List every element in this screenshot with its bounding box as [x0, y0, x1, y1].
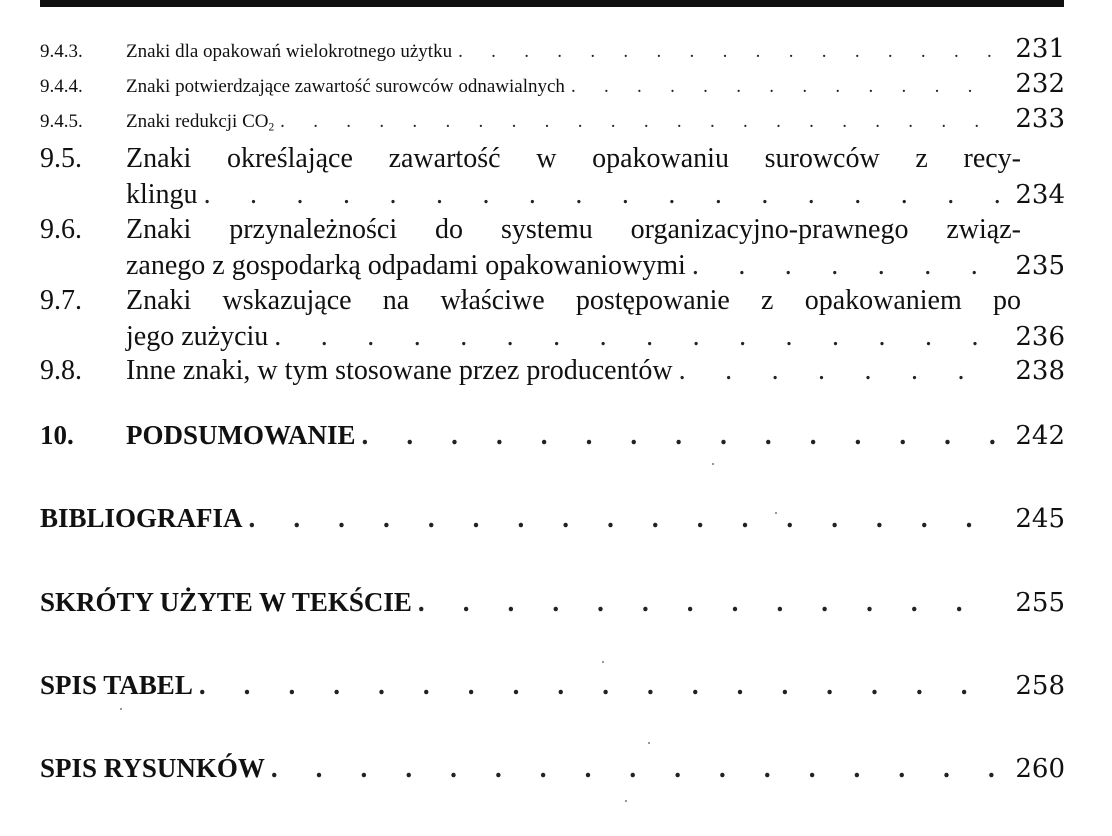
section-title-line2: zanego z gospodarką odpadami opakowaniowymi — [126, 250, 686, 281]
toc-entry[interactable] — [40, 353, 1065, 389]
section-title-line2: jego zużyciu — [126, 321, 269, 352]
top-rule — [40, 0, 1064, 7]
section-title: SPIS TABEL — [40, 670, 193, 700]
toc-entry[interactable] — [40, 34, 1065, 64]
toc-entry[interactable] — [40, 104, 1065, 134]
scan-speck — [648, 742, 650, 744]
section-title — [126, 111, 274, 133]
section-number: 9.4.3. — [40, 41, 83, 62]
subscript: 2 — [268, 121, 275, 134]
section-title-line1: Znaki określające zawartość w opakowaniu surowców z recy- — [126, 143, 1021, 174]
page-number: 245 — [1015, 504, 1065, 534]
toc-entry[interactable] — [40, 503, 1065, 534]
toc-entry[interactable] — [40, 69, 1065, 99]
section-title: Znaki potwierdzające zawartość surowców odnawialnych — [126, 76, 565, 97]
page-number: 233 — [1015, 104, 1065, 134]
dot-leader — [271, 753, 999, 784]
dot-leader — [249, 503, 999, 534]
section-title: Inne znaki, w tym stosowane przez producentów — [126, 355, 673, 386]
section-title-line1: Znaki wskazujące na właściwe postępowanie z opakowaniem po — [126, 285, 1021, 316]
page-number: 235 — [1015, 251, 1065, 281]
section-title: BIBLIOGRAFIA — [40, 503, 243, 533]
toc-entry[interactable] — [40, 420, 1065, 451]
toc-entry[interactable] — [40, 283, 1065, 355]
page-number: 258 — [1015, 671, 1065, 701]
scan-speck — [602, 661, 604, 663]
page-number: 231 — [1015, 34, 1065, 64]
dot-leader — [204, 177, 999, 213]
page-number: 242 — [1015, 421, 1065, 451]
section-title-line2: klingu — [126, 179, 198, 210]
section-number: 9.4.4. — [40, 76, 83, 97]
page-number: 238 — [1015, 356, 1065, 386]
section-number: 9.8. — [40, 355, 82, 386]
section-number: 9.5. — [40, 143, 82, 174]
section-number: 9.4.5. — [40, 111, 83, 132]
scan-speck — [712, 463, 714, 465]
section-title: Znaki dla opakowań wielokrotnego użytku — [126, 41, 453, 62]
section-title: PODSUMOWANIE — [126, 420, 356, 450]
scan-speck — [120, 708, 122, 710]
section-title-line1: Znaki przynależności do systemu organizacyjno-prawnego związ- — [126, 214, 1021, 245]
page-number: 255 — [1015, 588, 1065, 618]
scan-speck — [775, 512, 777, 514]
dot-leader — [362, 420, 999, 451]
section-number: 9.6. — [40, 214, 82, 245]
page-number: 236 — [1015, 322, 1065, 352]
dot-leader — [458, 41, 999, 63]
dot-leader — [679, 353, 999, 389]
page-number: 260 — [1015, 754, 1065, 784]
dot-leader — [418, 587, 999, 618]
scan-speck — [625, 800, 627, 802]
dot-leader — [280, 111, 999, 133]
section-title: SPIS RYSUNKÓW — [40, 753, 265, 783]
toc-entry[interactable] — [40, 141, 1065, 213]
page-number: 234 — [1015, 180, 1065, 210]
section-number: 9.7. — [40, 285, 82, 316]
section-title: SKRÓTY UŻYTE W TEKŚCIE — [40, 587, 412, 617]
toc-entry[interactable] — [40, 753, 1065, 784]
dot-leader — [199, 670, 999, 701]
toc-entry[interactable] — [40, 212, 1065, 284]
dot-leader — [274, 319, 999, 355]
dot-leader — [571, 76, 999, 98]
dot-leader — [692, 248, 999, 284]
toc-entry[interactable] — [40, 587, 1065, 618]
section-number: 10. — [40, 420, 74, 450]
title-text: Znaki redukcji CO — [126, 111, 269, 132]
page-number: 232 — [1015, 69, 1065, 99]
toc-entry[interactable] — [40, 670, 1065, 701]
